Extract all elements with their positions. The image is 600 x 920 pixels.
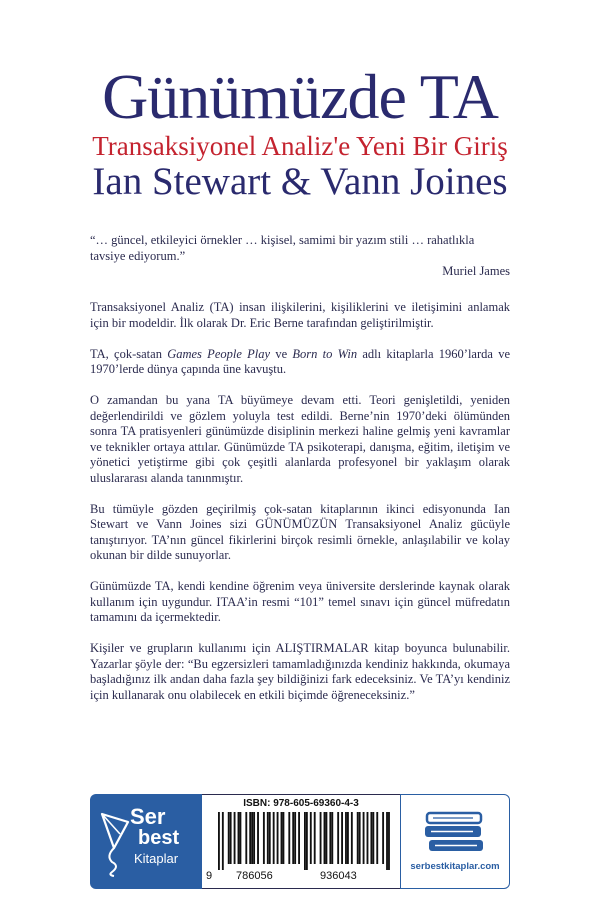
barcode-bar (304, 812, 306, 870)
blurb (90, 300, 510, 719)
barcode-bar (240, 812, 242, 864)
barcode-bar (351, 812, 353, 864)
barcode-right-digits: 936043 (320, 870, 357, 882)
book-title: Günümüzde TA (102, 61, 498, 132)
barcode-bar (341, 812, 343, 864)
barcode-bar (310, 812, 312, 864)
barcode-bar (372, 812, 374, 864)
barcode-bar (257, 812, 259, 864)
barcode-bar (222, 812, 224, 870)
barcode-bar (230, 812, 232, 864)
blurb-paragraph-1: Transaksiyonel Analiz (TA) insan ilişkilerini, kişiliklerini ve iletişimini anlamak için bir modeldir. İlk olarak Dr. Eric Berne tarafından geliştirilmiştir. (90, 300, 510, 330)
logo-kitaplar: Kitaplar (134, 851, 179, 866)
barcode-bar (234, 812, 236, 864)
barcode-bar (238, 812, 240, 864)
blurb-text: TA, çok-satan (90, 346, 168, 361)
barcode-bar (294, 812, 296, 864)
website-box (400, 794, 510, 889)
barcode-left-digits: 786056 (236, 870, 273, 882)
barcode-bar (359, 812, 361, 864)
barcode-bar (386, 812, 388, 870)
endorsement-author: Muriel James (442, 264, 510, 278)
publisher-logo (90, 794, 202, 889)
barcode-bar (298, 812, 300, 864)
barcode-bar (263, 812, 265, 864)
blurb-paragraph-5: Günümüzde TA, kendi kendine öğrenim veya üniversite derslerinde kaynak olarak kullanım için uygundur. ITAA’in resmi “101” temel sınavı için güncel müfredatın tamamını da içermektedir. (90, 579, 510, 624)
barcode (218, 812, 390, 870)
barcode-bar (367, 812, 369, 864)
kite-icon (98, 808, 134, 878)
barcode-lead-digit: 9 (206, 870, 213, 882)
book-authors: Ian Stewart & Vann Joines (92, 160, 508, 203)
book-subtitle: Transaksiyonel Analiz'e Yeni Bir Giriş (92, 131, 508, 161)
blurb-paragraph-6: Kişiler ve grupların kullanımı için ALIŞTIRMALAR kitap boyunca bulunabilir. Yazarlar şöyle der: “Bu egzersizleri tamamladığınızda kendiniz hakkında, okumaya başladığınız ilk andan daha fazla şey bildiğinizi fark edeceksiniz. Ve TA’yı kendiniz için kullanarak onu olabilecek en etkili biçimde öğreneceksiniz.” (90, 641, 510, 702)
book-reference: Born to Win (292, 346, 358, 361)
blurb-paragraph-2 (90, 347, 510, 378)
blurb-paragraph-4: Bu tümüyle gözden geçirilmiş çok-satan kitaplarının ikinci edisyonunda Ian Stewart ve Vann Joines sizi GÜNÜMÜZÜN Transaksiyonel Analiz gücüyle tanıştırıyor. TA’nın güncel fikirlerini birçok resimli örnekle, anlaşılabilir ve kolay okunan bir dilde sunuyorlar. (90, 501, 510, 562)
barcode-bar (228, 812, 230, 864)
barcode-bar (357, 812, 359, 864)
barcode-bar (277, 812, 279, 864)
blurb-paragraph-3: O zamandan bu yana TA büyümeye devam etti. Teori genişletildi, yeniden değerlendirildi ve gözlem yoluyla test edildi. Berne’nin 1970’deki ölümünden sonra TA pratisyenleri günümüzde disiplinin merkezi haline gelmiş yeni kavramlar ve teknikler ortaya attılar. Günümüzde TA psikoterapi, danışma, eğitim, iletişim ve yönetici yetiştirme gibi çok çeşitli alanlarda profesyonel bir yaklaşım olarak uluslararası alanda tanınmıştır. (90, 393, 510, 485)
barcode-bar (249, 812, 251, 864)
barcode-bar (292, 812, 294, 864)
barcode-bar (345, 812, 347, 864)
logo-ser: Ser (130, 804, 166, 829)
book-reference: Games People Play (167, 346, 271, 361)
barcode-bar (320, 812, 322, 864)
barcode-bar (363, 812, 365, 864)
books-stack-icon (423, 809, 487, 855)
barcode-bar (347, 812, 349, 864)
endorsement-quote: “… güncel, etkileyici örnekler … kişisel, samimi bir yazım stili … rahatlıkla tavsiye ediyorum.” (90, 233, 475, 263)
barcode-bar (306, 812, 308, 870)
barcode-bar (245, 812, 247, 864)
isbn-number: ISBN: 978-605-69360-4-3 (243, 798, 359, 809)
logo-best: best (138, 827, 180, 849)
barcode-bar (267, 812, 269, 864)
blurb-text: ve (270, 346, 293, 361)
barcode-bar (288, 812, 290, 864)
publisher-website: serbestkitaplar.com (410, 861, 500, 872)
barcode-bar (269, 812, 271, 864)
barcode-bar (281, 812, 283, 864)
barcode-bar (370, 812, 372, 864)
blurb-text: adlı kitaplarla 1960’larda ve 1970’lerde dünya çapında üne kavuştu. (90, 346, 510, 376)
barcode-bar (331, 812, 333, 864)
barcode-bar (283, 812, 285, 864)
barcode-bar (273, 812, 275, 864)
barcode-bar (376, 812, 378, 864)
barcode-bar (314, 812, 316, 864)
barcode-bar (382, 812, 384, 864)
barcode-bar (253, 812, 255, 864)
barcode-area (202, 794, 400, 889)
barcode-bar (218, 812, 220, 870)
publisher-footer (90, 794, 510, 889)
barcode-bar (326, 812, 328, 864)
barcode-bar (337, 812, 339, 864)
barcode-bar (388, 812, 390, 870)
barcode-bar (329, 812, 331, 864)
barcode-bar (324, 812, 326, 864)
barcode-bar (251, 812, 253, 864)
